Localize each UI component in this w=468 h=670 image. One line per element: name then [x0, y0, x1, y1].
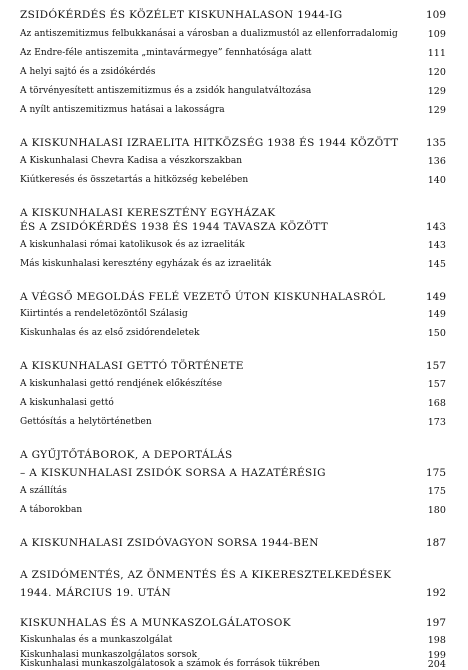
page-number: 109 [425, 9, 446, 21]
section-title: – A KISKUNHALASI ZSIDÓK SORSA A HAZATÉRÉSIG [20, 467, 326, 479]
entry-title: Kiskunhalasi munkaszolgálatosok a számok és források tükrében [20, 659, 320, 669]
entry-title: A kiskunhalasi gettó rendjének előkészítése [20, 379, 223, 389]
section-title: A KISKUNHALASI KERESZTÉNY EGYHÁZAK [20, 207, 276, 219]
entry-title: A táborokban [20, 505, 83, 515]
page-number: 111 [427, 48, 446, 59]
page-number: 129 [427, 105, 446, 116]
page-number: 129 [427, 86, 446, 97]
entry-title: A törvényesített antiszemitizmus és a zsidók hangulatváltozása [20, 86, 312, 96]
entry-title: Kiskunhalasi munkaszolgálatos sorsok [20, 650, 198, 660]
page-number: 198 [427, 635, 446, 646]
entry-title: A kiskunhalasi római katolikusok és az izraeliták [20, 240, 245, 250]
page-number: 140 [427, 175, 446, 186]
entry-title: A szállítás [20, 486, 67, 496]
entry-title: A Kiskunhalasi Chevra Kadisa a vészkorszakban [20, 156, 243, 166]
entry-title: Az antiszemitizmus felbukkanásai a városban a dualizmustól az ellenforradalomig [20, 29, 398, 39]
section-title: A ZSIDÓMENTÉS, AZ ÖNMENTÉS ÉS A KIKERESZTELKEDÉSEK [20, 569, 392, 581]
page-number: 135 [425, 137, 446, 149]
page-number: 157 [427, 379, 446, 390]
page-number: 149 [425, 291, 446, 303]
entry-title: A kiskunhalasi gettó [20, 398, 114, 408]
entry-title: Kiskunhalas és az első zsidórendeletek [20, 328, 200, 338]
section-title: A KISKUNHALASI GETTÓ TÖRTÉNETE [20, 360, 244, 372]
section-title: KISKUNHALAS ÉS A MUNKASZOLGÁLATOSOK [20, 617, 291, 629]
page-number: 143 [425, 221, 446, 233]
page-number: 109 [427, 29, 446, 40]
page-number: 192 [425, 587, 446, 599]
section-title: ÉS A ZSIDÓKÉRDÉS 1938 ÉS 1944 TAVASZA KÖZÖTT [20, 221, 329, 233]
page-number: 204 [427, 659, 446, 670]
page-number: 143 [427, 240, 446, 251]
page-number: 197 [425, 617, 446, 629]
entry-title: Kiirtintés a rendeletözöntől Szálasig [20, 309, 188, 319]
section-title: ZSIDÓKÉRDÉS ÉS KÖZÉLET KISKUNHALASON 1944-IG [20, 9, 343, 21]
page-number: 180 [427, 505, 446, 516]
page-number: 175 [425, 467, 446, 479]
section-title: 1944. MÁRCIUS 19. UTÁN [20, 587, 171, 599]
page-number: 173 [427, 417, 446, 428]
entry-title: Más kiskunhalasi keresztény egyházak és az izraeliták [20, 259, 272, 269]
page-number: 150 [427, 328, 446, 339]
page-number: 168 [427, 398, 446, 409]
entry-title: A nyílt antiszemitizmus hatásai a lakosságra [20, 105, 225, 115]
page-number: 175 [427, 486, 446, 497]
page-number: 157 [425, 360, 446, 372]
section-title: A KISKUNHALASI ZSIDÓVAGYON SORSA 1944-BEN [20, 537, 319, 549]
page-number: 145 [427, 259, 446, 270]
section-title: A KISKUNHALASI IZRAELITA HITKÖZSÉG 1938 ÉS 1944 KÖZÖTT [20, 137, 399, 149]
page-number: 120 [427, 67, 446, 78]
page-number: 187 [425, 537, 446, 549]
page-number: 136 [427, 156, 446, 167]
entry-title: Az Endre-féle antiszemita „mintavármegye” fennhatósága alatt [20, 48, 312, 58]
page-number: 199 [427, 650, 446, 661]
entry-title: Kiskunhalas és a munkaszolgálat [20, 635, 173, 645]
entry-title: A helyi sajtó és a zsidókérdés [20, 67, 156, 77]
section-title: A GYŰJTŐTÁBOROK, A DEPORTÁLÁS [20, 449, 233, 461]
entry-title: Gettósítás a helytörténetben [20, 417, 152, 427]
entry-title: Kiútkeresés és összetartás a hitközség kebelében [20, 175, 249, 185]
section-title: A VÉGSŐ MEGOLDÁS FELÉ VEZETŐ ÚTON KISKUNHALASRÓL [20, 291, 386, 303]
page-number: 149 [427, 309, 446, 320]
